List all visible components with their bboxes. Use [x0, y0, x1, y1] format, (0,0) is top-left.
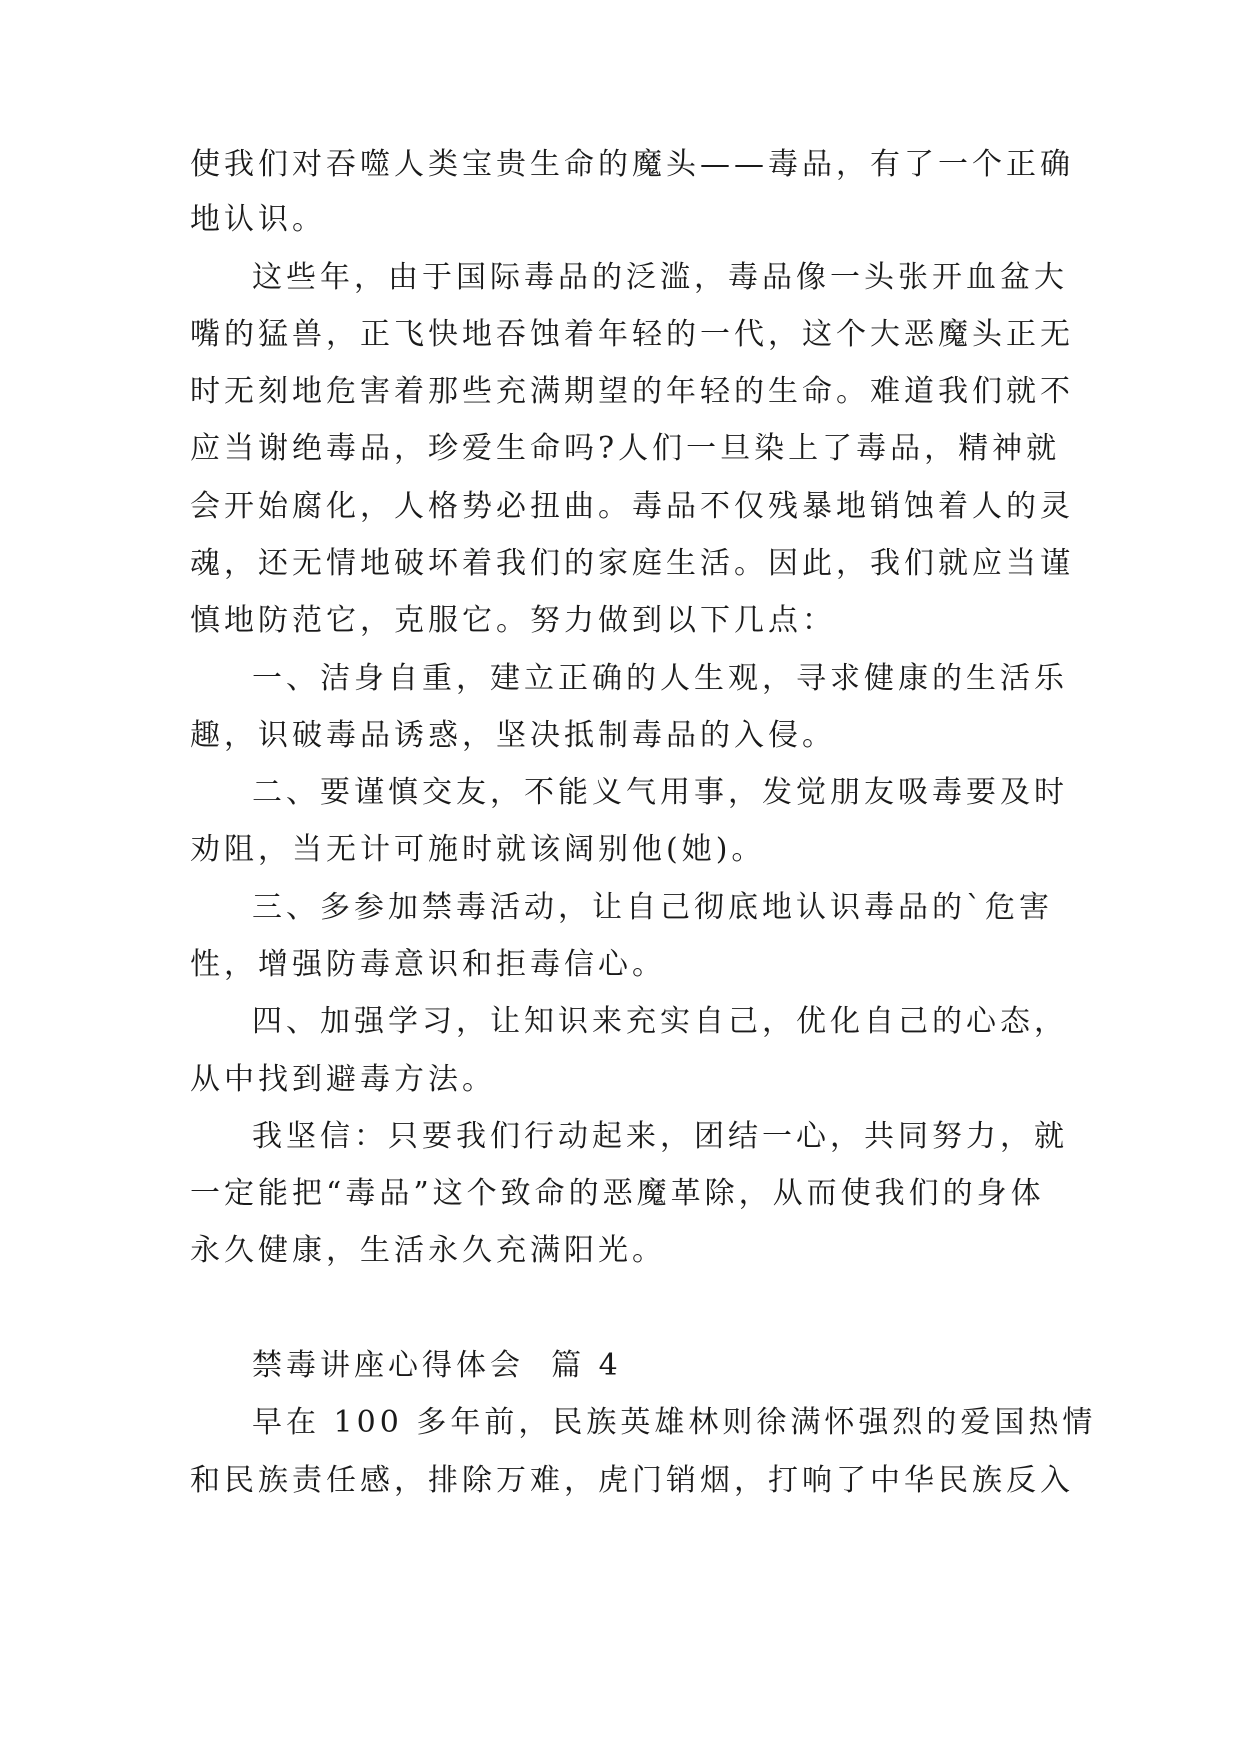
- section-heading: 禁毒讲座心得体会 篇 4: [252, 1348, 622, 1383]
- text-line: 一、洁身自重，建立正确的人生观，寻求健康的生活乐: [252, 661, 1068, 696]
- text-line: 魂，还无情地破坏着我们的家庭生活。因此，我们就应当谨: [190, 546, 1074, 581]
- text-line: 我坚信：只要我们行动起来，团结一心，共同努力，就: [252, 1119, 1068, 1154]
- text-line: 三、多参加禁毒活动，让自己彻底地认识毒品的`危害: [252, 890, 1053, 925]
- text-line: 嘴的猛兽，正飞快地吞蚀着年轻的一代，这个大恶魔头正无: [190, 317, 1074, 352]
- text-line: 性，增强防毒意识和拒毒信心。: [190, 947, 666, 982]
- text-line: 时无刻地危害着那些充满期望的年轻的生命。难道我们就不: [190, 374, 1074, 409]
- text-line: 早在 100 多年前，民族英雄林则徐满怀强烈的爱国热情: [252, 1405, 1097, 1440]
- text-line: 一定能把“毒品”这个致命的恶魔革除，从而使我们的身体: [190, 1176, 1045, 1211]
- text-line: 慎地防范它，克服它。努力做到以下几点：: [190, 603, 836, 638]
- text-line: 趣，识破毒品诱惑，坚决抵制毒品的入侵。: [190, 718, 836, 753]
- text-line: 四、加强学习，让知识来充实自己，优化自己的心态，: [252, 1004, 1068, 1039]
- text-line: 劝阻，当无计可施时就该阔别他(她)。: [190, 832, 766, 867]
- text-line: 和民族责任感，排除万难，虎门销烟，打响了中华民族反入: [190, 1463, 1074, 1498]
- text-line: 从中找到避毒方法。: [190, 1062, 496, 1097]
- text-line: 永久健康，生活永久充满阳光。: [190, 1233, 666, 1268]
- text-line: 二、要谨慎交友，不能义气用事，发觉朋友吸毒要及时: [252, 775, 1068, 810]
- text-line: 使我们对吞噬人类宝贵生命的魔头——毒品，有了一个正确: [190, 147, 1074, 182]
- text-line: 这些年，由于国际毒品的泛滥，毒品像一头张开血盆大: [252, 260, 1068, 295]
- text-line: 会开始腐化，人格势必扭曲。毒品不仅残暴地销蚀着人的灵: [190, 489, 1074, 524]
- text-line: 地认识。: [190, 202, 326, 237]
- text-line: 应当谢绝毒品，珍爱生命吗?人们一旦染上了毒品，精神就: [190, 431, 1061, 466]
